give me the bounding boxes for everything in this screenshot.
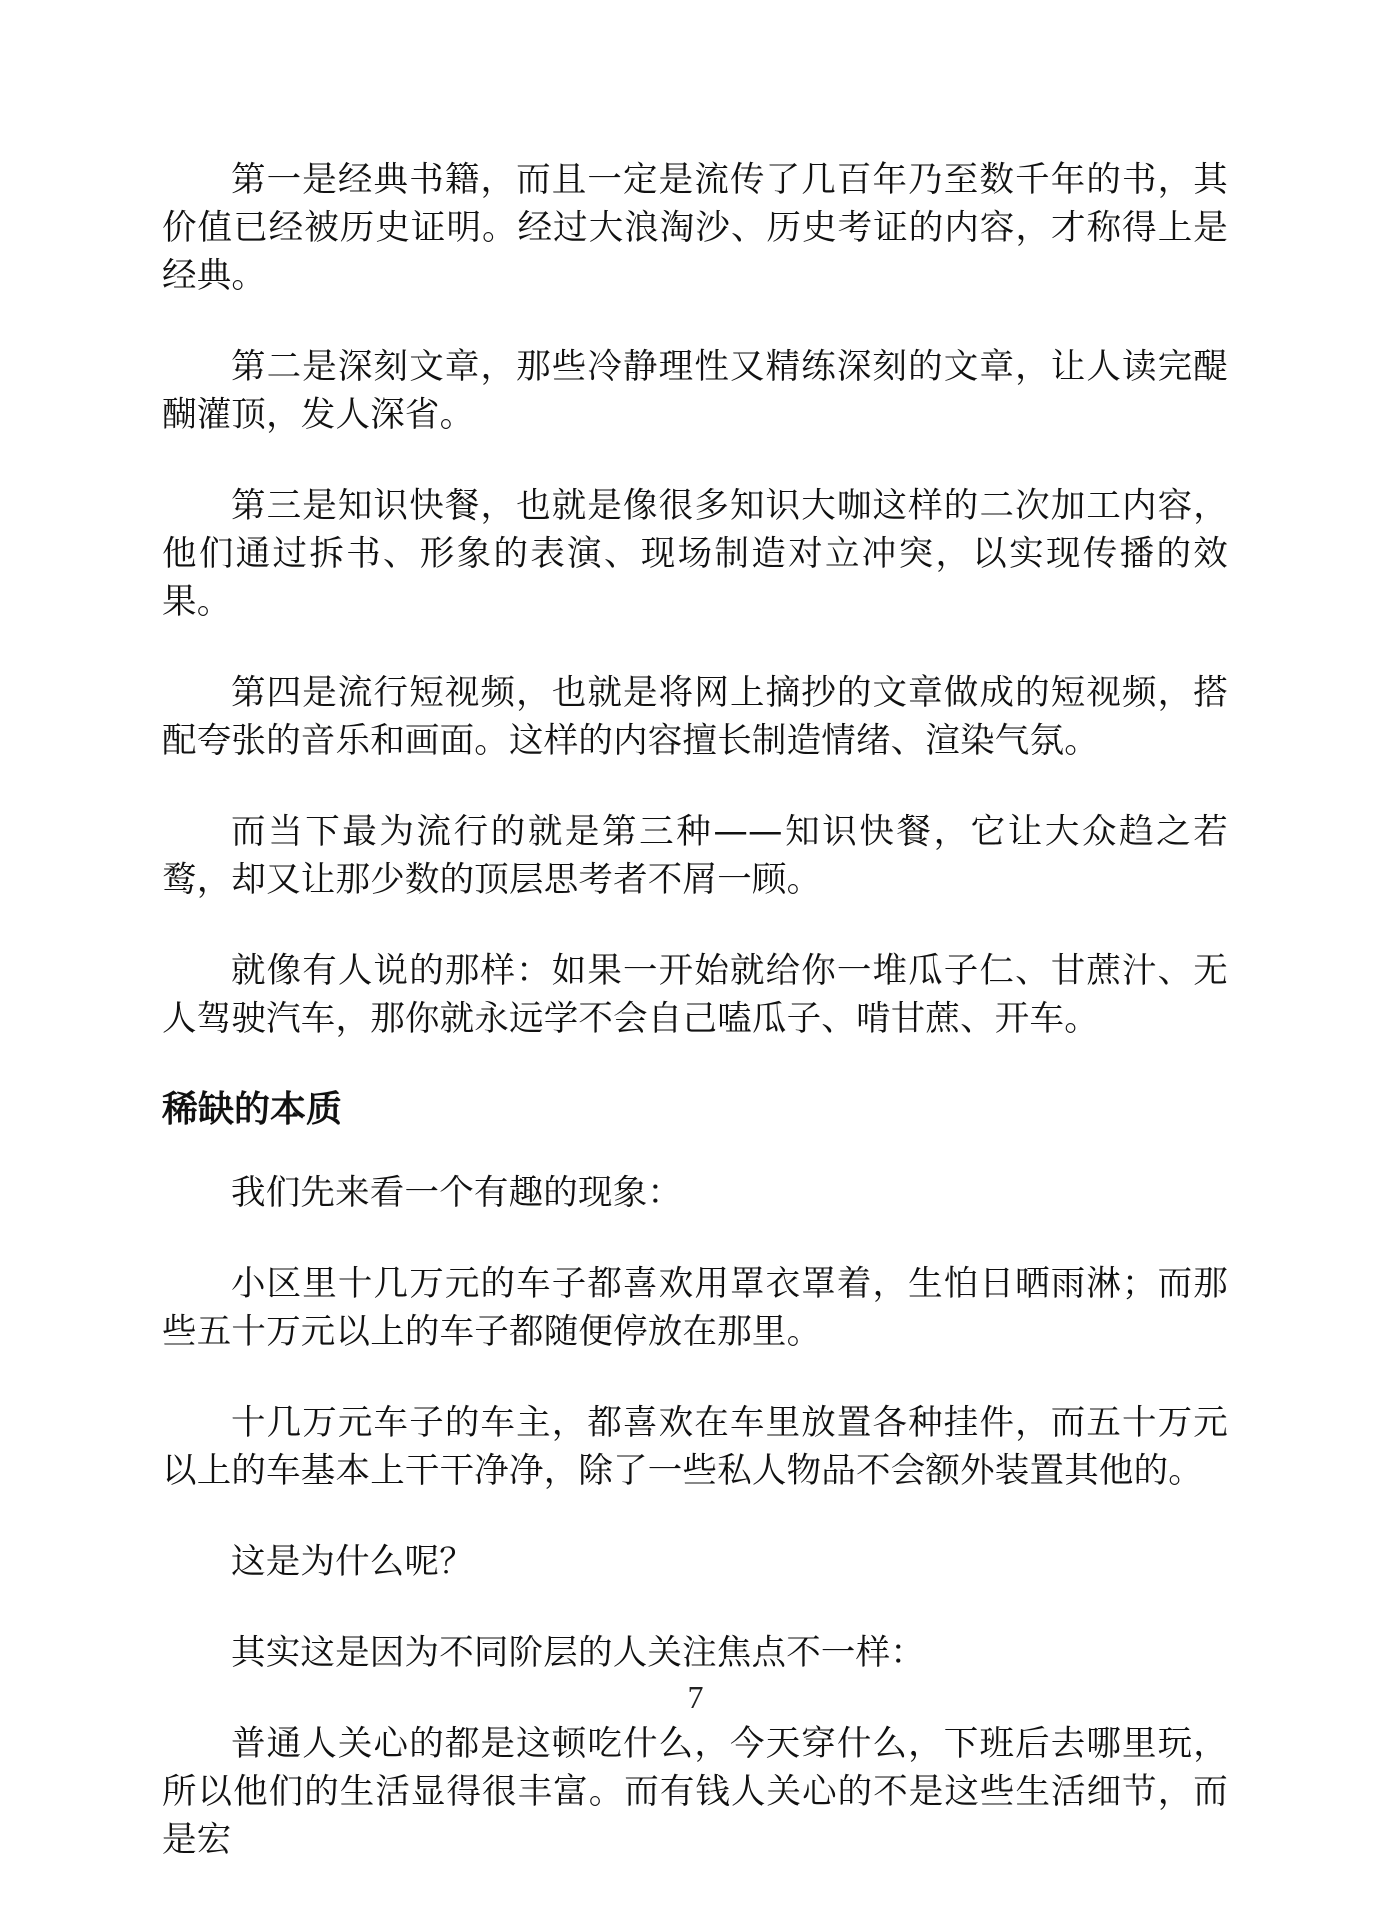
paragraph-most-popular: 而当下最为流行的就是第三种——知识快餐，它让大众趋之若鹜，却又让那少数的顶层思考者不屑一顾。 [162, 812, 1228, 900]
paragraph-short-videos: 第四是流行短视频，也就是将网上摘抄的文章做成的短视频，搭配夸张的音乐和画面。这样的内容擅长制造情绪、渲染气氛。 [162, 673, 1228, 761]
paragraph-knowledge-fastfood: 第三是知识快餐，也就是像很多知识大咖这样的二次加工内容，他们通过拆书、形象的表演、现场制造对立冲突，以实现传播的效果。 [162, 486, 1228, 622]
paragraph-quote: 就像有人说的那样：如果一开始就给你一堆瓜子仁、甘蔗汁、无人驾驶汽车，那你就永远学不会自己嗑瓜子、啃甘蔗、开车。 [162, 951, 1228, 1039]
section-heading: 稀缺的本质 [162, 1089, 343, 1130]
paragraph-car-covers: 小区里十几万元的车子都喜欢用罩衣罩着，生怕日晒雨淋；而那些五十万元以上的车子都随便停放在那里。 [162, 1264, 1228, 1352]
page-body [162, 156, 1228, 1907]
paragraph-interesting-phenomenon: 我们先来看一个有趣的现象： [231, 1173, 683, 1213]
paragraph-why-question: 这是为什么呢？ [231, 1542, 474, 1582]
paragraph-deep-articles: 第二是深刻文章，那些冷静理性又精练深刻的文章，让人读完醍醐灌顶，发人深省。 [162, 347, 1228, 435]
paragraph-car-ornaments: 十几万元车子的车主，都喜欢在车里放置各种挂件，而五十万元以上的车基本上干干净净，除了一些私人物品不会额外装置其他的。 [162, 1403, 1228, 1491]
page-number: 7 [687, 1679, 704, 1715]
paragraph-different-focus: 其实这是因为不同阶层的人关注焦点不一样： [231, 1633, 925, 1673]
paragraph-classic-books: 第一是经典书籍，而且一定是流传了几百年乃至数千年的书，其价值已经被历史证明。经过大浪淘沙、历史考证的内容，才称得上是经典。 [162, 160, 1228, 296]
paragraph-ordinary-people: 普通人关心的都是这顿吃什么，今天穿什么，下班后去哪里玩，所以他们的生活显得很丰富。而有钱人关心的不是这些生活细节，而是宏 [162, 1724, 1228, 1860]
